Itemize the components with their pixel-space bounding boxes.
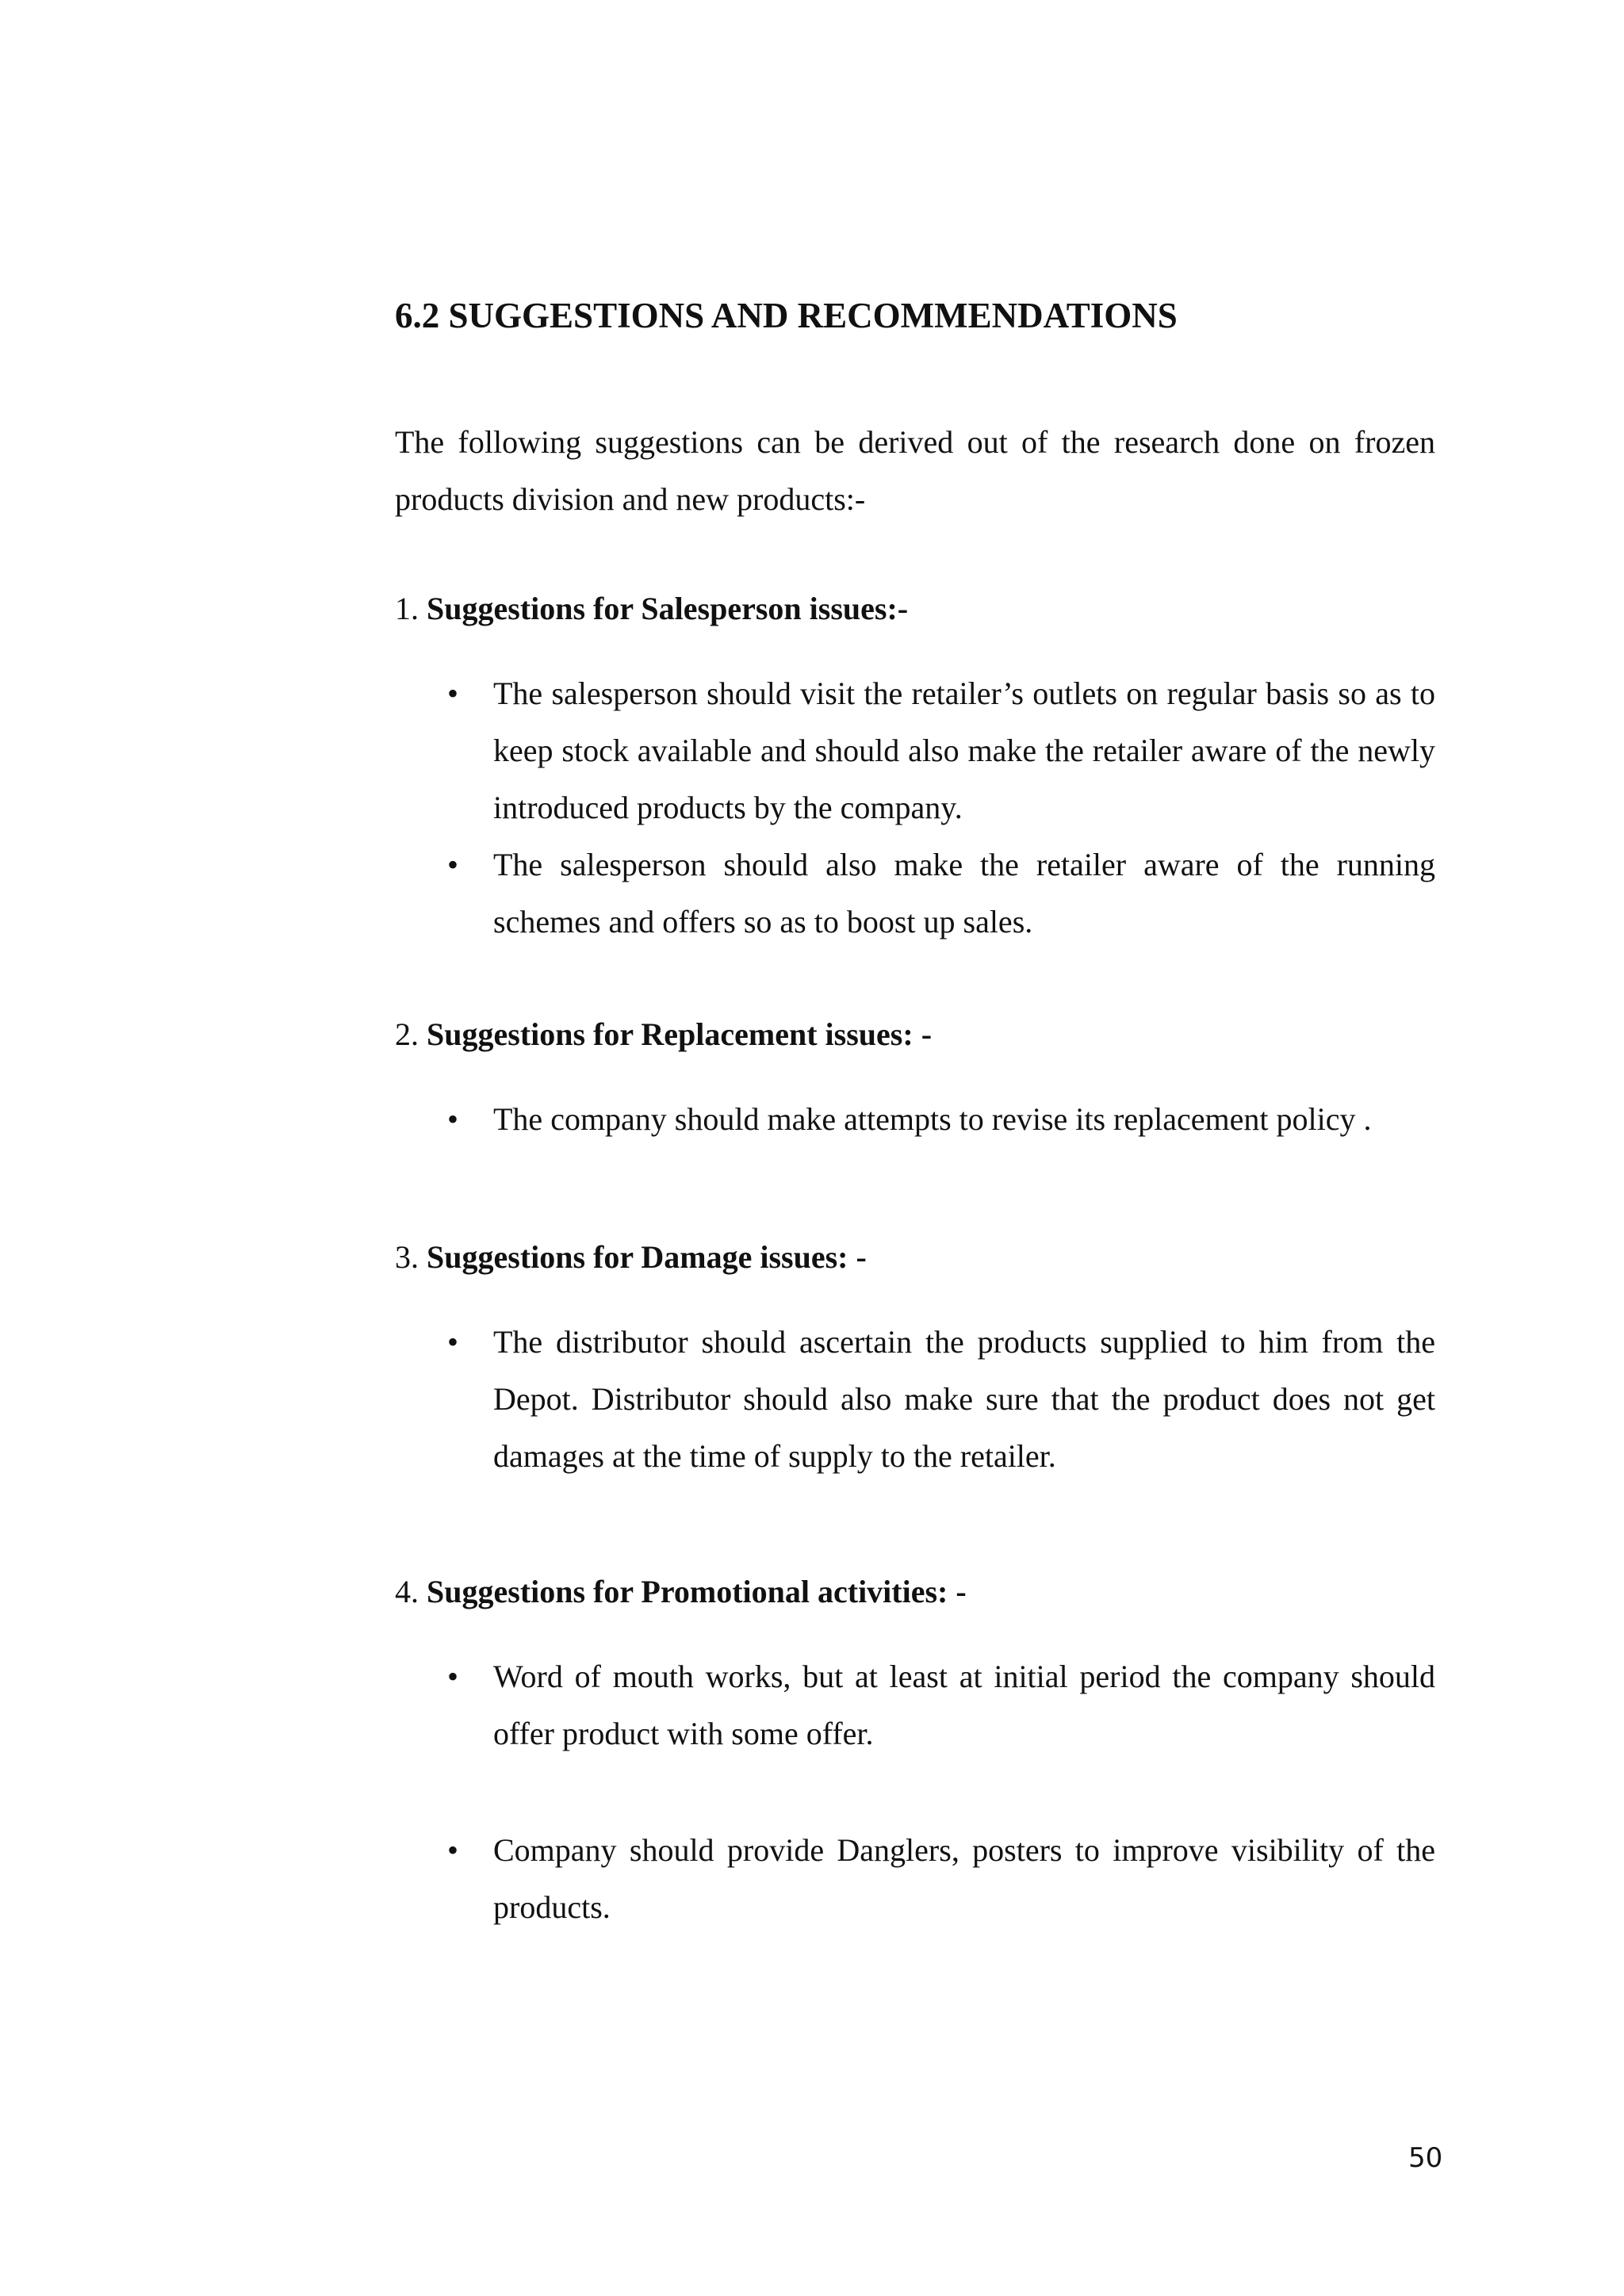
bullet-dot: • — [447, 1659, 459, 1694]
section-1-label: Suggestions for Salesperson issues:- — [427, 591, 909, 626]
section-3-number: 3. — [395, 1239, 419, 1275]
bullet-dot: • — [447, 1101, 459, 1137]
bullet-item — [447, 836, 1435, 951]
intro-paragraph: The following suggestions can be derived out of the research done on frozen products division and new products:- — [395, 424, 1435, 517]
section-1-number: 1. — [395, 591, 419, 626]
bullet-text: The company should make attempts to revise its replacement policy . — [493, 1101, 1372, 1137]
section-3-label: Suggestions for Damage issues: - — [427, 1239, 867, 1275]
bullet-text: The salesperson should also make the retailer aware of the running schemes and offers so as to boost up sales. — [493, 847, 1435, 939]
bullet-item — [447, 1091, 1435, 1148]
bullet-text: Company should provide Danglers, posters to improve visibility of the products. — [493, 1832, 1435, 1925]
section-4-label: Suggestions for Promotional activities: - — [427, 1574, 967, 1609]
bullet-text: The salesperson should visit the retailer’s outlets on regular basis so as to keep stock available and should also make the retailer aware of the newly introduced products by the company. — [493, 675, 1435, 825]
section-4-title — [395, 1563, 967, 1621]
bullet-item — [447, 1648, 1435, 1762]
section-2-title — [395, 1006, 932, 1063]
section-4-number: 4. — [395, 1574, 419, 1609]
bullet-dot: • — [447, 1324, 459, 1360]
section-2-number: 2. — [395, 1016, 419, 1052]
bullet-text: Word of mouth works, but at least at initial period the company should offer product with some offer. — [493, 1659, 1435, 1751]
section-heading: 6.2 SUGGESTIONS AND RECOMMENDATIONS — [395, 296, 1178, 335]
bullet-item — [447, 1822, 1435, 1936]
bullet-item — [447, 1314, 1435, 1485]
page-number: 50 — [1408, 2142, 1443, 2174]
bullet-dot: • — [447, 1832, 459, 1868]
bullet-item — [447, 665, 1435, 836]
bullet-text: The distributor should ascertain the products supplied to him from the Depot. Distributor should also make sure that the product does not get damages at the time of supply to the retailer. — [493, 1324, 1435, 1474]
bullet-dot: • — [447, 847, 459, 882]
bullet-dot: • — [447, 675, 459, 711]
section-3-title — [395, 1229, 867, 1286]
section-1-title — [395, 580, 908, 637]
section-2-label: Suggestions for Replacement issues: - — [427, 1016, 933, 1052]
